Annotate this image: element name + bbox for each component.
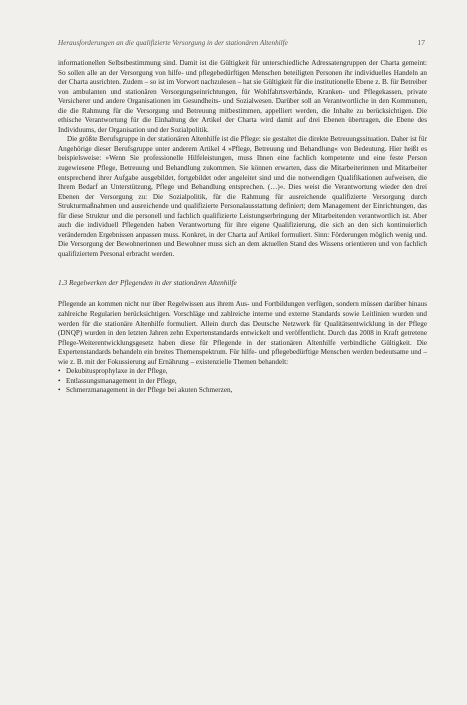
list-item: • Schmerzmanagement in der Pflege bei akuten Schmerzen, [58,386,427,396]
list-item: • Dekubitusprophylaxe in der Pflege, [58,367,427,377]
body-paragraph: informationellen Selbstbestimmung sind. Damit ist die Gültigkeit für unterschiedliche Adressatengruppen der Charta gemeint: So sollen alle an der Versorgung von hilfe- und pflegebedürftigen Menschen beteiligten Personen ihr individuelles Handeln an der Charta ausrichten. Zudem – so ist im Vorwort nachzulesen – hat sie Gültigkeit für die institutionelle Ebene z. B. für Betreiber von ambulanten und stationären Versorgungseinrichtungen, für Wohlfahrtsverbände, Kranken- und Pflegekassen, private Versicherer und andere Organisationen im Gesundheits- und Sozialwesen. Darüber soll an Verantwortliche in den Kommunen, die die Rahmung für die Versorgung und Betreuung mitbestimmen, appelliert werden, die Inhalte zu berücksichtigen. Die ethische Verantwortung für die Einhaltung der Artikel der Charta wird damit auf drei Ebenen übertragen, die Ebene des Individuums, der Organisation und der Sozialpolitik. [58,59,427,134]
running-head-title: Herausforderungen an die qualifizierte Versorgung in der stationären Altenhilfe [58,39,288,47]
running-head [58,38,427,47]
page-number: 17 [417,38,425,47]
section-paragraph: Pflegende an kommen nicht nur über Regelwissen aus ihrem Aus- und Fortbildungen verfügen, sondern müssen darüber hinaus zahlreiche Regularien berücksichtigen. Vorschläge und zahlreiche interne und externe Standards sowie Leitlinien wurden und werden für die stationäre Altenhilfe formuliert. Allein durch das Deutsche Netzwerk für Qualitätsentwicklung in der Pflege (DNQP) wurden in den letzten Jahren zehn Expertenstandards entwickelt und veröffentlicht. Durch das 2008 in Kraft getretene Pflege-Weiterentwicklungsgesetz haben diese für Pflegende in der stationären Altenhilfe verbindliche Gültigkeit. Die Expertenstandards behandeln ein breites Themenspektrum. Für hilfe- und pflegebedürftige Menschen werden bedeutsame und – wie z. B. mit der Fokussierung auf Ernährung – existenzielle Themen behandelt: [58,300,427,366]
body-paragraph: Die größte Berufsgruppe in der stationären Altenhilfe ist die Pflege: sie gestaltet die direkte Betreuungssituation. Daher ist für Angehörige dieser Berufsgruppe unter anderem Artikel 4 »Pflege, Betreuung und Behandlung« von Bedeutung. Hier heißt es beispielsweise: »Wenn Sie professionelle Hilfeleistungen, muss Ihnen eine fachlich kompetente und eine feste Person zugewiesene Pflege, Betreuung und Behandlung zukommen. Sie können erwarten, dass die Mitarbeiterinnen und Mitarbeiter entsprechend ihrer Aufgabe ausgebildet, fortgebildet oder angeleitet sind und die notwendigen Qualifikationen aufweisen, die Ihrem Bedarf an Unterstützung, Pflege und Behandlung entsprechen. (…)«. Dies weist die Verantwortung wieder den drei Ebenen der Versorgung zu: Die Sozialpolitik, für die Rahmung für ausreichende qualifizierte Versorgung durch Strukturmaßnahmen und ausreichende und qualifizierte Personalausstattung definiert; dem Management der Einrichtungen, das für diese Struktur und die personell und fachlich qualifizierte Leistungserbringung der Mitarbeitenden verantwortlich ist. Aber auch die individuell Pflegenden haben Verantwortung für ihre eigene Qualifizierung, die sich an den sich kontinuierlich verändernden Ergebnissen anpassen muss. Konkret, in der Charta auf Artikel formuliert. Sinn: Förderungen möglich wenig und. Die Versorgung der Bewohnerinnen und Bewohner muss sich an dem aktuellen Stand des Wissens orientieren und von fachlich qualifiziertem Personal erbracht werden. [58,135,427,258]
bullet-list [58,367,427,396]
section-heading: 1.3 Regelwerken der Pflegenden in der stationären Altenhilfe [58,278,237,288]
list-item: • Entlassungsmanagement in der Pflege, [58,377,427,387]
